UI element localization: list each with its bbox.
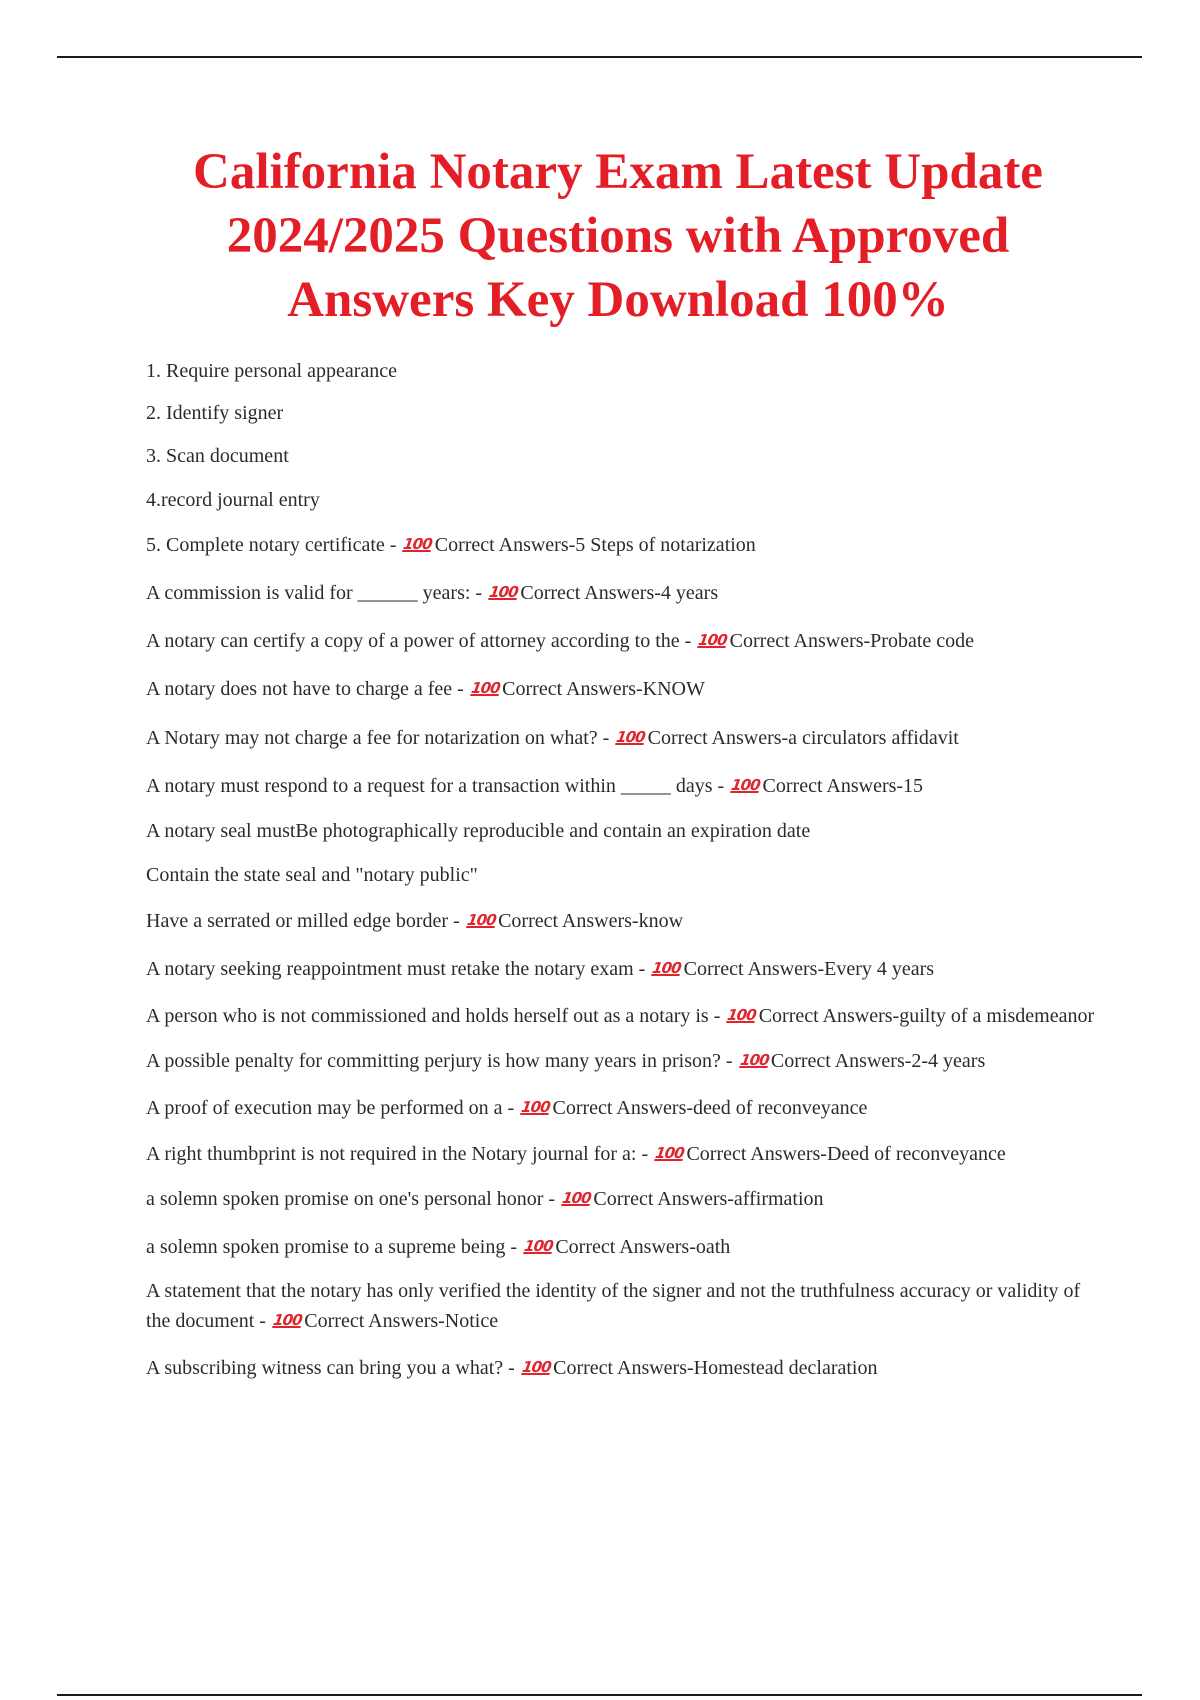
qa-item [146,1046,1096,1076]
qa-item [146,626,1096,656]
question-text: A possible penalty for committing perjury is how many years in prison? - [146,1050,738,1072]
qa-item [146,723,1096,753]
question-text: Have a serrated or milled edge border - [146,910,465,932]
text-line: Contain the state seal and "notary public" [146,864,478,886]
qa-item [146,1184,1096,1214]
hundred-points-icon: 100 [738,1051,770,1070]
hundred-points-icon: 100 [520,1358,552,1377]
question-text: A notary does not have to charge a fee - [146,678,469,700]
hundred-points-icon: 100 [402,535,434,554]
qa-item [146,530,1096,560]
qa-item [146,674,1096,704]
qa-item [146,1001,1096,1031]
document-title: California Notary Exam Latest Update 2024/2025 Questions with Approved Answers Key Download 100% [193,144,1043,328]
hundred-points-icon: 100 [730,776,762,795]
answer-text: Correct Answers-Probate code [729,630,975,652]
hundred-points-icon: 100 [523,1237,554,1256]
answer-text: Correct Answers-affirmation [593,1188,824,1210]
text-line: 1. Require personal appearance [146,360,397,382]
hundred-points-icon: 100 [726,1006,758,1025]
answer-text: Correct Answers-4 years [520,582,719,604]
answer-text: Correct Answers-2-4 years [770,1050,986,1072]
question-text: a solemn spoken promise to a supreme being - [146,1236,523,1258]
hundred-points-icon: 100 [654,1144,685,1163]
hundred-points-icon: 100 [469,679,501,698]
answer-text: Correct Answers-Every 4 years [683,958,935,980]
qa-item [146,1232,1096,1262]
answer-text: Correct Answers-a circulators affidavit [647,727,959,749]
question-text: A right thumbprint is not required in the Notary journal for a: - [146,1143,654,1165]
hundred-points-icon: 100 [271,1311,303,1330]
answer-text: Correct Answers-oath [555,1236,731,1258]
answer-text: Correct Answers-Notice [304,1310,499,1332]
text-line: 2. Identify signer [146,402,284,424]
hundred-points-icon: 100 [697,631,729,650]
qa-item [146,771,1096,801]
text-line: 3. Scan document [146,445,289,467]
answer-text: Correct Answers-KNOW [502,678,705,700]
top-rule [57,56,1142,58]
qa-list [146,356,1096,1383]
question-text: A notary can certify a copy of a power of attorney according to the - [146,630,697,652]
question-text: A person who is not commissioned and holds herself out as a notary is - [146,1005,726,1027]
question-text: A statement that the notary has only verified the identity of the signer and not the truthfulness accuracy or validity of the document - [146,1280,1081,1332]
qa-item [146,578,1096,608]
question-text: A notary seeking reappointment must retake the notary exam - [146,958,651,980]
qa-item [146,1093,1096,1123]
qa-item [146,954,1096,984]
text-line: 4.record journal entry [146,489,320,511]
question-text: a solemn spoken promise on one's personal honor - [146,1188,561,1210]
answer-text: Correct Answers-Deed of reconveyance [686,1143,1006,1165]
answer-text: Correct Answers-deed of reconveyance [552,1097,868,1119]
answer-text: Correct Answers-Homestead declaration [553,1357,878,1379]
answer-text: Correct Answers-guilty of a misdemeanor [758,1005,1095,1027]
hundred-points-icon: 100 [520,1098,552,1117]
question-text: 5. Complete notary certificate - [146,534,402,556]
qa-item [146,1353,1096,1383]
hundred-points-icon: 100 [651,959,683,978]
qa-item [146,906,1096,936]
text-line: A notary seal mustBe photographically reproducible and contain an expiration date [146,820,811,842]
hundred-points-icon: 100 [561,1189,592,1208]
qa-item [146,1139,1096,1169]
hundred-points-icon: 100 [488,583,519,602]
question-text: A commission is valid for ______ years: - [146,582,488,604]
bottom-rule [57,1694,1142,1696]
question-text: A notary must respond to a request for a transaction within _____ days - [146,775,730,797]
hundred-points-icon: 100 [465,911,497,930]
question-text: A Notary may not charge a fee for notarization on what? - [146,727,615,749]
answer-text: Correct Answers-know [498,910,684,932]
answer-text: Correct Answers-5 Steps of notarization [434,534,756,556]
qa-item [146,1276,1096,1336]
question-text: A subscribing witness can bring you a what? - [146,1357,520,1379]
answer-text: Correct Answers-15 [762,775,924,797]
hundred-points-icon: 100 [615,728,647,747]
question-text: A proof of execution may be performed on a - [146,1097,520,1119]
